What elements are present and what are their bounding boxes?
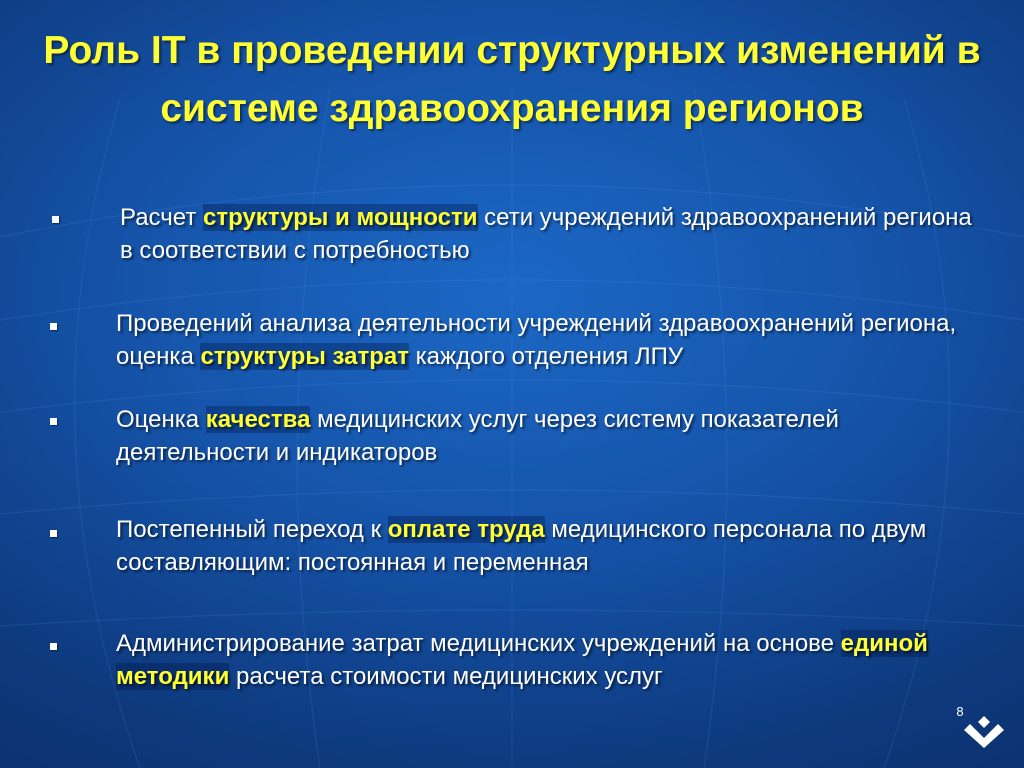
bullet-item-2: [116, 307, 1006, 373]
slide-title: Роль IT в проведении структурных изменений в системе здравоохранения регионов: [43, 29, 981, 130]
bullet-2-text-end: каждого отделения ЛПУ: [408, 343, 684, 370]
bullet-3-highlight: качества: [205, 406, 311, 433]
bullet-item-4: [116, 513, 986, 579]
bullet-item-3: [116, 403, 856, 469]
bullet-4-highlight: оплате труда: [387, 516, 545, 543]
bullet-item-5: [116, 627, 986, 693]
bullet-1-highlight: структуры и мощности: [203, 204, 478, 231]
bullet-2-text-start: Проведений анализа деятельности учреждений здравоохранений региона, оценка: [116, 310, 957, 370]
bullet-5-text-end: расчета стоимости медицинских услуг: [229, 663, 663, 690]
bullet-item-1: [120, 201, 980, 267]
bullet-3-text-start: Оценка: [116, 406, 206, 433]
bullet-1-text-start: Расчет: [120, 204, 204, 231]
bullet-1-text-end: сети учреждений здравоохранений региона в соответствии с потребностью: [120, 204, 972, 264]
bullet-square-icon: [50, 323, 57, 330]
page-number: 8: [956, 704, 964, 719]
bullet-5-highlight: единой методики: [116, 630, 928, 690]
bullet-square-icon: [52, 216, 59, 223]
bullet-3-text-end: медицинских услуг через систему показателей деятельности и индикаторов: [116, 406, 839, 466]
bullet-4-text-end: медицинского персонала по двум составляющим: постоянная и переменная: [116, 516, 927, 576]
bullet-2-highlight: структуры затрат: [200, 343, 409, 370]
bullet-4-text-start: Постепенный переход к: [116, 516, 388, 543]
bullet-square-icon: [50, 530, 57, 537]
bullet-square-icon: [50, 643, 57, 650]
bullet-5-text-start: Администрирование затрат медицинских учреждений на основе: [116, 630, 841, 657]
bullet-square-icon: [50, 418, 57, 425]
diamond-chevron-logo-icon: [962, 714, 1006, 748]
